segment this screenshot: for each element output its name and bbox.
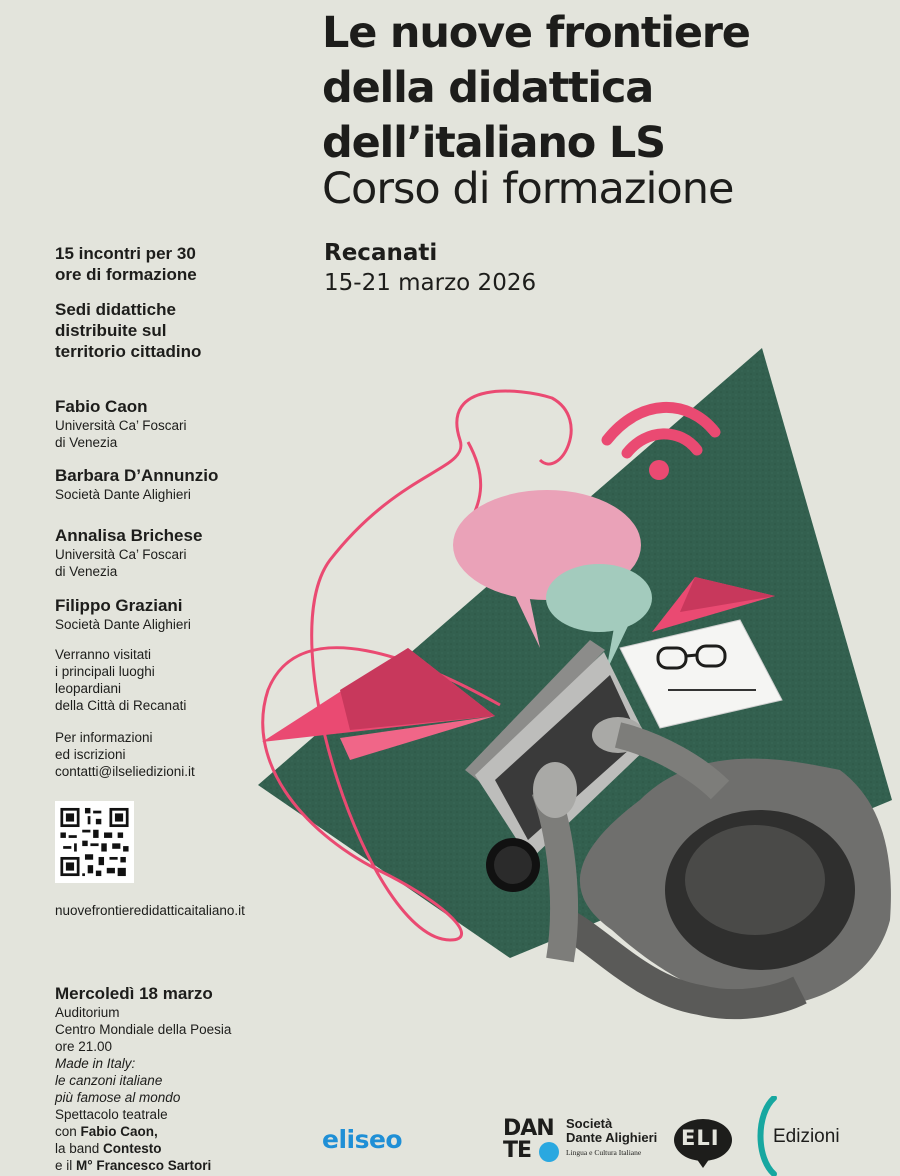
course-dates: 15-21 marzo 2026 <box>324 270 537 296</box>
band-line <box>55 1140 295 1157</box>
venues-line: territorio cittadino <box>55 342 202 361</box>
teacher-name: Annalisa Brichese <box>55 526 203 545</box>
eliseo-logo: eliseo <box>322 1125 403 1154</box>
contact-email[interactable]: contatti@ilseliedizioni.it <box>55 764 195 779</box>
dante-logo-name <box>566 1117 657 1145</box>
visits-line: leopardiani <box>55 681 122 696</box>
website-link[interactable]: nuovefrontieredidatticaitaliano.it <box>55 903 245 918</box>
contact-line: ed iscrizioni <box>55 747 126 762</box>
event-date: Mercoledì 18 marzo <box>55 984 213 1003</box>
teacher-affiliation: Società Dante Alighieri <box>55 487 191 502</box>
visits-line: Verranno visitati <box>55 647 152 662</box>
teacher <box>55 596 295 633</box>
subtitle: Corso di formazione <box>322 164 734 214</box>
teacher-name: Barbara D’Annunzio <box>55 466 219 485</box>
dante-name-line: Dante Alighieri <box>566 1130 658 1145</box>
show-type: Spettacolo teatrale <box>55 1107 168 1122</box>
show-title: Made in Italy: <box>55 1056 136 1071</box>
venues-line: Sedi didattiche <box>55 300 176 319</box>
title-line: Le nuove frontiere <box>322 8 750 58</box>
performer-name: Fabio Caon, <box>80 1124 158 1139</box>
dante-tagline: Lingua e Cultura Italiane <box>566 1148 642 1157</box>
dante-name-line: Società <box>566 1116 613 1131</box>
eli-logo <box>672 1118 734 1168</box>
teacher <box>55 526 295 580</box>
contact-info <box>55 729 295 780</box>
city: Recanati <box>324 240 438 266</box>
show-title: più famose al mondo <box>55 1090 181 1105</box>
visits-line: i principali luoghi <box>55 664 155 679</box>
dante-mark-bottom: TE <box>503 1138 532 1163</box>
maestro-line <box>55 1157 295 1174</box>
venues-line: distribuite sul <box>55 321 167 340</box>
teacher-affiliation: Università Ca’ Foscari <box>55 547 187 562</box>
event-place: Centro Mondiale della Poesia <box>55 1022 232 1037</box>
teacher-affiliation: Società Dante Alighieri <box>55 617 191 632</box>
edizioni-logo: Edizioni <box>773 1126 840 1147</box>
maestro-prefix: e il <box>55 1158 77 1173</box>
dante-logo-mark <box>503 1118 563 1168</box>
teacher-affiliation: Università Ca’ Foscari <box>55 418 187 433</box>
event-place: Auditorium <box>55 1005 120 1020</box>
title-line: della didattica <box>322 63 654 113</box>
coffee-cup <box>486 838 540 892</box>
venues-info <box>55 299 295 362</box>
qr-code[interactable] <box>55 801 134 883</box>
band-prefix: la band <box>55 1141 104 1156</box>
performer-prefix: con <box>55 1124 81 1139</box>
teacher-affiliation: di Venezia <box>55 435 118 450</box>
hours-line: 15 incontri per 30 <box>55 244 196 263</box>
teacher-affiliation: di Venezia <box>55 564 118 579</box>
teacher-name: Filippo Graziani <box>55 596 183 615</box>
main-title <box>322 6 750 171</box>
maestro-name: M° Francesco Sartori <box>76 1158 212 1173</box>
eli-logo-text: ELI <box>681 1126 720 1150</box>
title-line: dell’italiano LS <box>322 118 665 168</box>
show-title: le canzoni italiane <box>55 1073 163 1088</box>
teacher-name: Fabio Caon <box>55 397 148 416</box>
dante-dot-icon <box>539 1142 559 1162</box>
visits-note <box>55 646 295 714</box>
event-info <box>55 984 295 1174</box>
band-name: Contesto <box>103 1141 162 1156</box>
hours-line: ore di formazione <box>55 265 197 284</box>
hours-info <box>55 243 295 285</box>
visits-line: della Città di Recanati <box>55 698 187 713</box>
performer-line <box>55 1123 295 1140</box>
teacher <box>55 466 295 503</box>
contact-line: Per informazioni <box>55 730 153 745</box>
teacher <box>55 397 295 451</box>
event-time: ore 21.00 <box>55 1039 113 1054</box>
dante-mark-top: DAN <box>503 1116 554 1141</box>
